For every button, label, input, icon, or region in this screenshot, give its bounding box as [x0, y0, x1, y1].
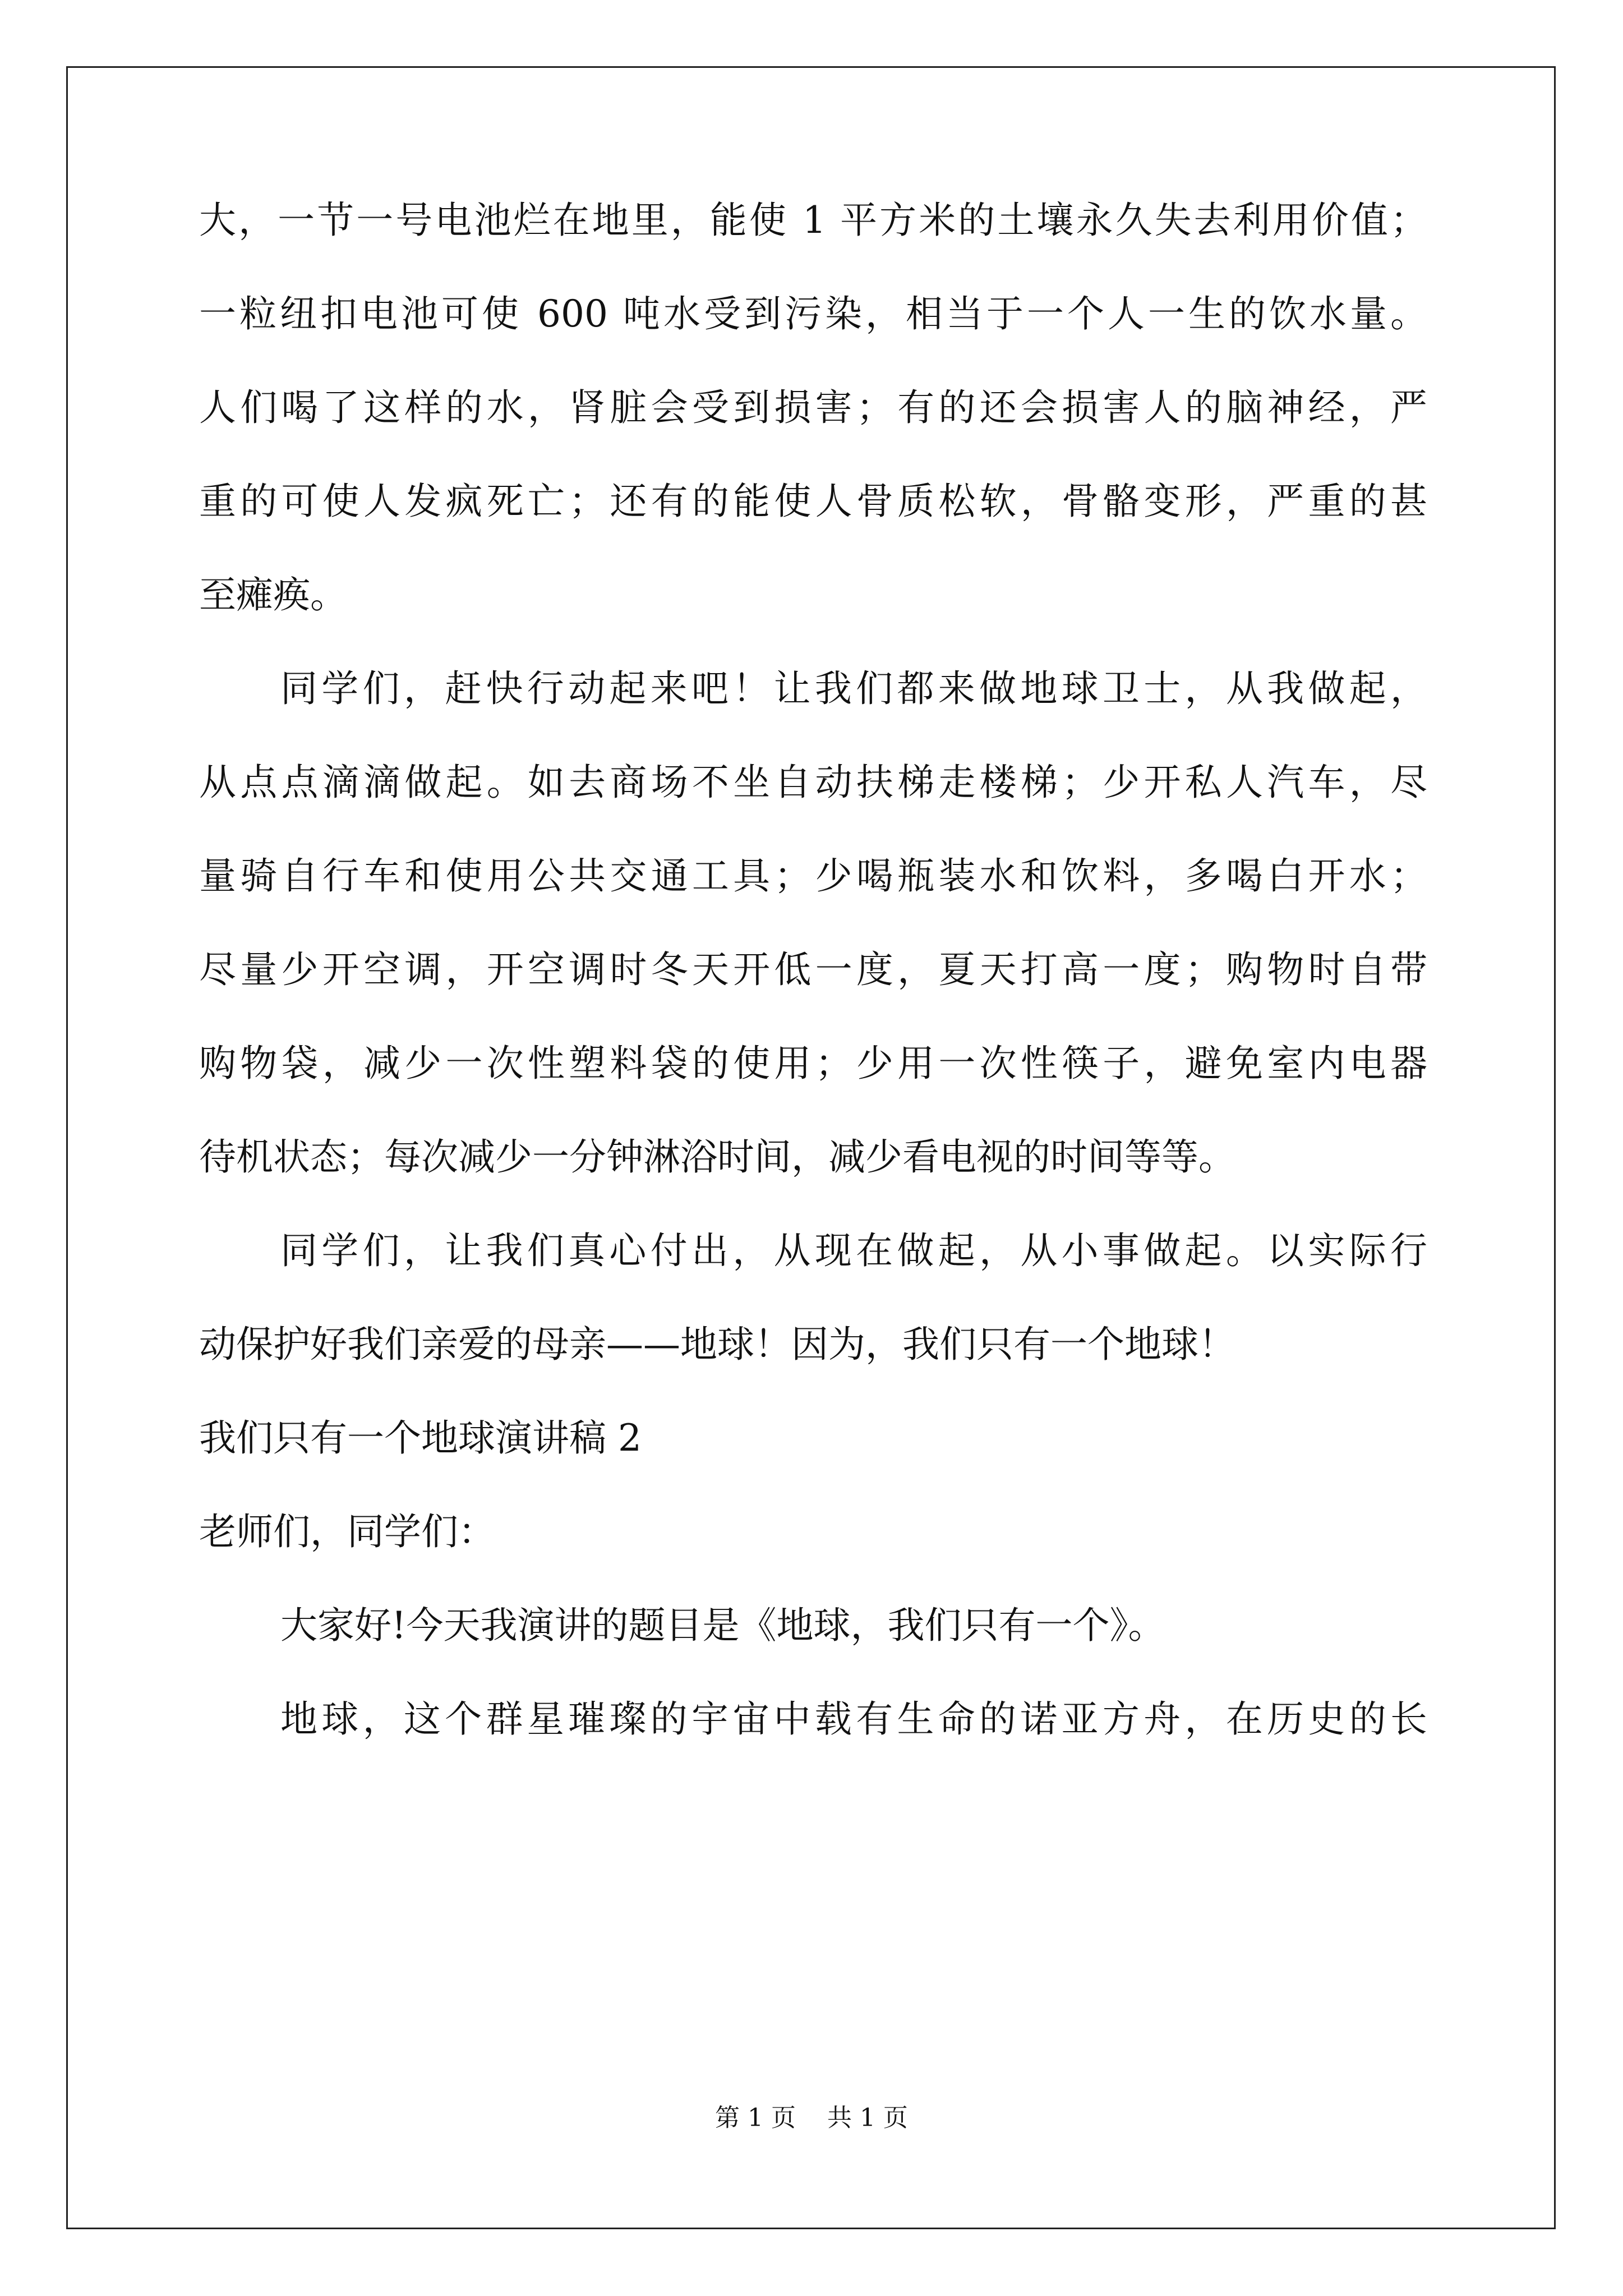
body-line-16: 大家好!今天我演讲的题目是《地球，我们只有一个》。	[280, 1604, 1165, 1647]
body-line-8: 量骑自行车和使用公共交通工具；少喝瓶装水和饮料，多喝白开水；	[199, 854, 1427, 898]
body-line-12: 同学们，让我们真心付出，从现在做起，从小事做起。以实际行	[280, 1229, 1427, 1272]
total-pages: 共 1 页	[827, 2104, 908, 2132]
document-body	[199, 199, 1427, 1795]
footer-spacer	[796, 2104, 827, 2132]
salutation: 老师们，同学们：	[199, 1510, 495, 1553]
body-line-10: 购物袋，减少一次性塑料袋的使用；少用一次性筷子，避免室内电器	[199, 1042, 1427, 1085]
body-line-4: 重的可使人发疯死亡；还有的能使人骨质松软，骨骼变形，严重的甚	[199, 480, 1427, 523]
body-line-1: 大，一节一号电池烂在地里，能使 1 平方米的土壤永久失去利用价值；	[199, 199, 1427, 242]
body-line-13: 动保护好我们亲爱的母亲——地球！因为，我们只有一个地球！	[199, 1323, 1235, 1366]
body-line-11: 待机状态；每次减少一分钟淋浴时间，减少看电视的时间等等。	[199, 1135, 1235, 1179]
section-heading: 我们只有一个地球演讲稿 2	[199, 1416, 642, 1460]
body-line-3: 人们喝了这样的水，肾脏会受到损害；有的还会损害人的脑神经，严	[199, 386, 1427, 429]
page-footer	[0, 2106, 1623, 2131]
body-line-5: 至瘫痪。	[199, 573, 347, 616]
body-line-9: 尽量少开空调，开空调时冬天开低一度，夏天打高一度；购物时自带	[199, 948, 1427, 991]
body-line-7: 从点点滴滴做起。如去商场不坐自动扶梯走楼梯；少开私人汽车，尽	[199, 761, 1427, 804]
page-number: 第 1 页	[715, 2104, 796, 2132]
body-line-2: 一粒纽扣电池可使 600 吨水受到污染，相当于一个人一生的饮水量。	[199, 292, 1427, 335]
body-line-6: 同学们，赶快行动起来吧！让我们都来做地球卫士，从我做起，	[280, 667, 1427, 710]
body-line-17: 地球，这个群星璀璨的宇宙中载有生命的诺亚方舟，在历史的长	[280, 1697, 1427, 1741]
